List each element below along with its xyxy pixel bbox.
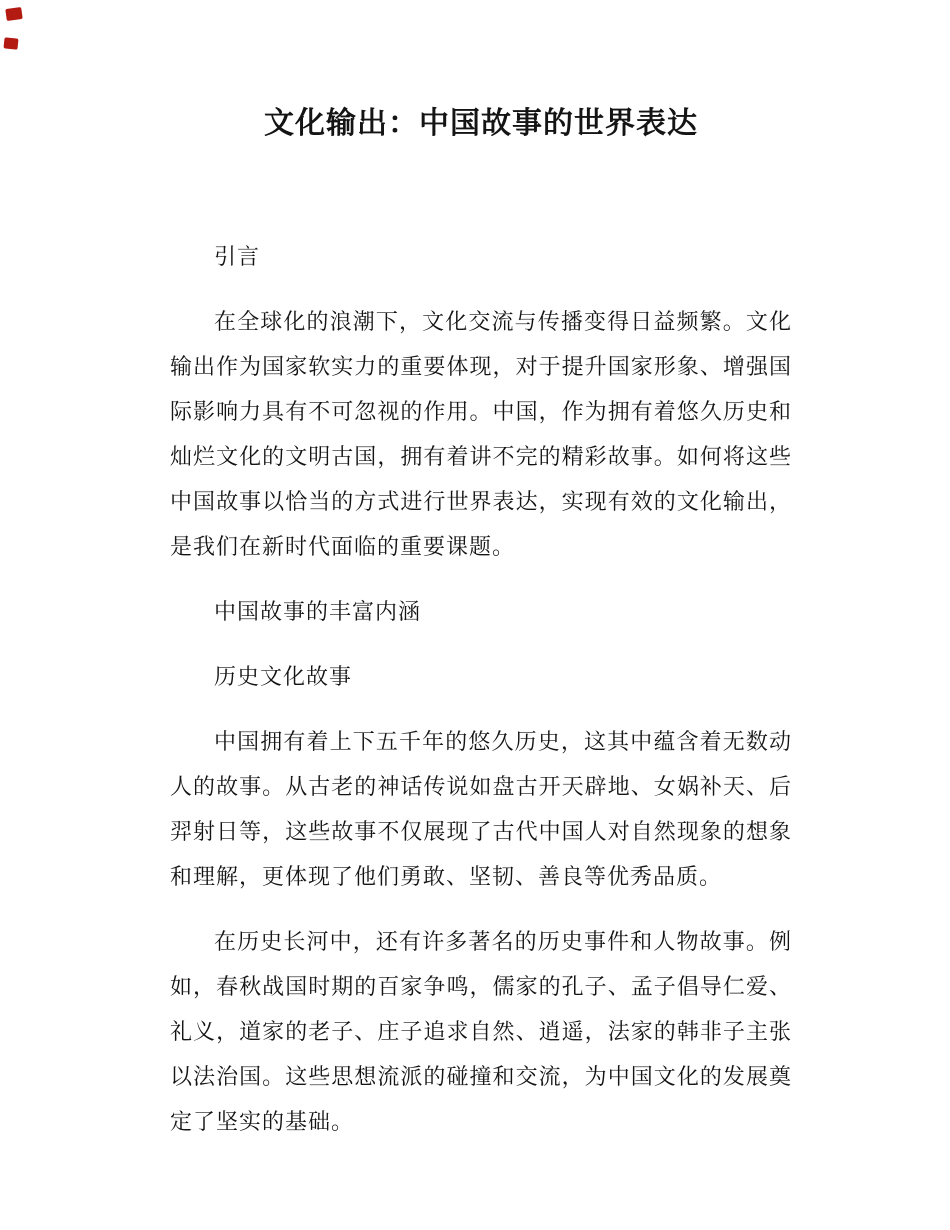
red-scribble-mark-top (5, 7, 23, 21)
paragraph-history-body-2: 在历史长河中，还有许多著名的历史事件和人物故事。例如，春秋战国时期的百家争鸣，儒家的孔子、孟子倡导仁爱、礼义，道家的老子、庄子追求自然、逍遥，法家的韩非子主张以法治国。这些思想流派的碰撞和交流，为中国文化的发展奠定了坚实的基础。 (170, 929, 792, 1134)
section-heading-rich-content: 中国故事的丰富内涵 (214, 599, 422, 624)
section-heading-history-culture: 历史文化故事 (214, 664, 353, 689)
document-content (170, 104, 792, 1164)
paragraph-history-body-1: 中国拥有着上下五千年的悠久历史，这其中蕴含着无数动人的故事。从古老的神话传说如盘古开天辟地、女娲补天、后羿射日等，这些故事不仅展现了古代中国人对自然现象的想象和理解，更体现了他们勇敢、坚韧、善良等优秀品质。 (170, 729, 792, 889)
red-scribble-mark-bottom (3, 37, 18, 49)
document-title: 文化输出：中国故事的世界表达 (264, 107, 698, 140)
section-heading-intro: 引言 (214, 244, 261, 269)
paragraph-intro-body: 在全球化的浪潮下，文化交流与传播变得日益频繁。文化输出作为国家软实力的重要体现，对于提升国家形象、增强国际影响力具有不可忽视的作用。中国，作为拥有着悠久历史和灿烂文化的文明古国，拥有着讲不完的精彩故事。如何将这些中国故事以恰当的方式进行世界表达，实现有效的文化输出，是我们在新时代面临的重要课题。 (170, 309, 792, 559)
